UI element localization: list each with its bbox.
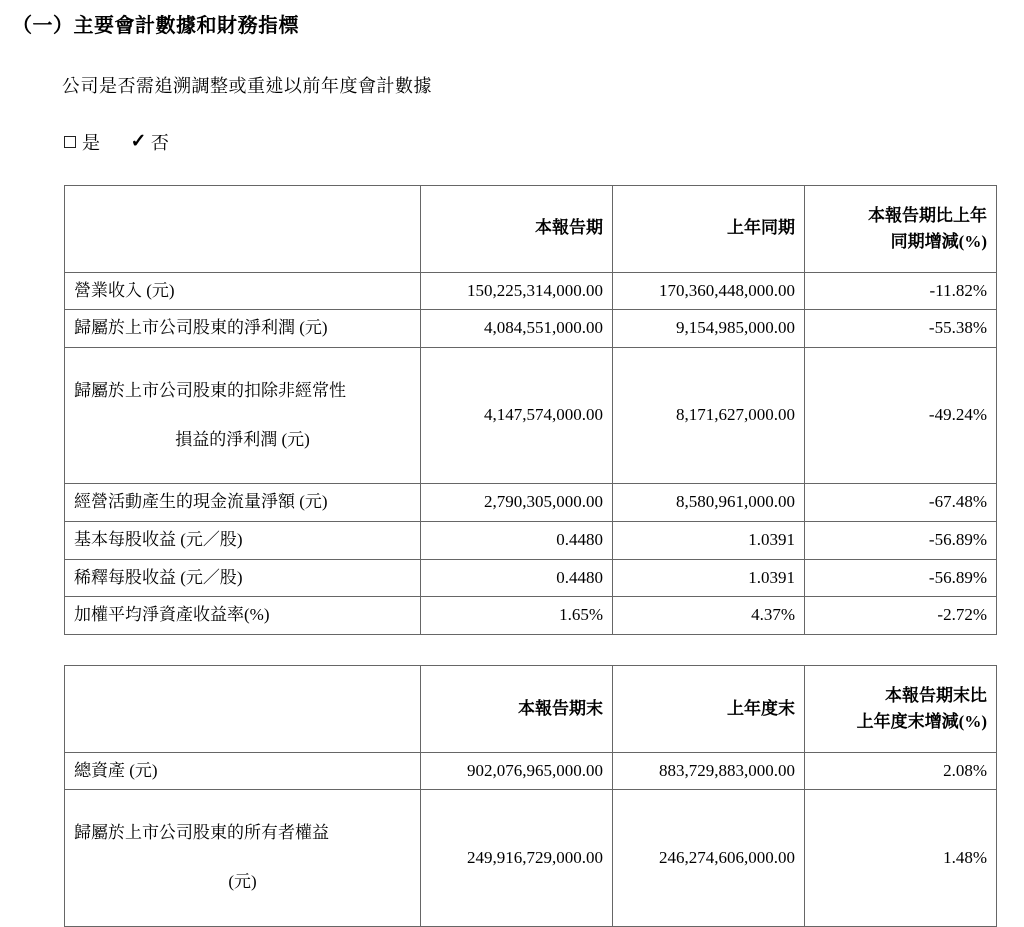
row-previous-value: 883,729,883,000.00 — [613, 752, 805, 790]
main-financial-indicators-table — [64, 185, 997, 635]
row-current-value: 150,225,314,000.00 — [421, 272, 613, 310]
row-label: 基本每股收益 (元／股) — [65, 521, 421, 559]
row-change-value: 2.08% — [805, 752, 997, 790]
header-current-period: 本報告期 — [421, 185, 613, 272]
choice-yes[interactable] — [64, 129, 101, 155]
row-previous-value: 246,274,606,000.00 — [613, 790, 805, 926]
table-row — [65, 752, 997, 790]
header-change-line1: 本報告期末比 — [885, 686, 987, 706]
row-previous-value: 1.0391 — [613, 521, 805, 559]
row-label-line2: 損益的淨利潤 (元) — [175, 430, 310, 449]
row-previous-value: 4.37% — [613, 597, 805, 635]
row-previous-value: 8,171,627,000.00 — [613, 348, 805, 484]
row-label-line1: 歸屬於上市公司股東的所有者權益 — [74, 823, 329, 843]
header-change — [805, 185, 997, 272]
header-current-period-end: 本報告期末 — [421, 665, 613, 752]
row-label-multiline — [65, 790, 421, 926]
row-label: 經營活動產生的現金流量淨額 (元) — [65, 484, 421, 522]
row-current-value: 4,084,551,000.00 — [421, 310, 613, 348]
row-current-value: 2,790,305,000.00 — [421, 484, 613, 522]
header-change — [805, 665, 997, 752]
document-page — [0, 10, 1024, 892]
row-previous-value: 170,360,448,000.00 — [613, 272, 805, 310]
row-change-value: -67.48% — [805, 484, 997, 522]
table-header-row — [65, 665, 997, 752]
header-change-line2: 上年度末增減(%) — [856, 711, 987, 731]
row-label: 總資產 (元) — [65, 752, 421, 790]
header-change-line2: 同期增減(%) — [890, 231, 987, 251]
row-change-value: -56.89% — [805, 559, 997, 597]
row-current-value: 4,147,574,000.00 — [421, 348, 613, 484]
choice-no[interactable] — [131, 129, 170, 155]
choice-no-label: 否 — [150, 132, 170, 153]
row-current-value: 902,076,965,000.00 — [421, 752, 613, 790]
page-title: （一）主要會計數據和財務指標 — [12, 15, 299, 37]
choice-yes-label: 是 — [82, 132, 101, 153]
table-row — [65, 348, 997, 484]
table-row — [65, 559, 997, 597]
retrospective-adjustment-choices — [64, 129, 1024, 155]
table-row — [65, 272, 997, 310]
row-change-value: -49.24% — [805, 348, 997, 484]
row-label: 營業收入 (元) — [65, 272, 421, 310]
row-label: 歸屬於上市公司股東的淨利潤 (元) — [65, 310, 421, 348]
row-change-value: -55.38% — [805, 310, 997, 348]
row-change-value: -56.89% — [805, 521, 997, 559]
row-current-value: 1.65% — [421, 597, 613, 635]
header-blank — [65, 185, 421, 272]
header-blank — [65, 665, 421, 752]
row-current-value: 0.4480 — [421, 521, 613, 559]
table-row — [65, 597, 997, 635]
header-previous-year-end: 上年度末 — [613, 665, 805, 752]
header-change-line1: 本報告期比上年 — [868, 206, 987, 226]
row-current-value: 0.4480 — [421, 559, 613, 597]
balance-sheet-indicators-table — [64, 665, 997, 927]
table-row — [65, 310, 997, 348]
table-row — [65, 484, 997, 522]
checkmark-icon: ✓ — [130, 131, 147, 153]
row-previous-value: 9,154,985,000.00 — [613, 310, 805, 348]
row-change-value: -2.72% — [805, 597, 997, 635]
row-previous-value: 1.0391 — [613, 559, 805, 597]
row-change-value: -11.82% — [805, 272, 997, 310]
row-label-line1: 歸屬於上市公司股東的扣除非經常性 — [74, 380, 346, 400]
row-current-value: 249,916,729,000.00 — [421, 790, 613, 926]
table-header-row — [65, 185, 997, 272]
row-label-line2: (元) — [228, 872, 257, 892]
row-label: 加權平均淨資產收益率(%) — [65, 597, 421, 635]
header-previous-period: 上年同期 — [613, 185, 805, 272]
table-row — [65, 790, 997, 926]
row-label: 稀釋每股收益 (元／股) — [65, 559, 421, 597]
row-label-multiline — [65, 348, 421, 484]
sub-question-text: 公司是否需追溯調整或重述以前年度會計數據 — [62, 76, 432, 96]
row-previous-value: 8,580,961,000.00 — [613, 484, 805, 522]
checkbox-yes-icon[interactable] — [64, 136, 76, 148]
row-change-value: 1.48% — [805, 790, 997, 926]
table-row — [65, 521, 997, 559]
